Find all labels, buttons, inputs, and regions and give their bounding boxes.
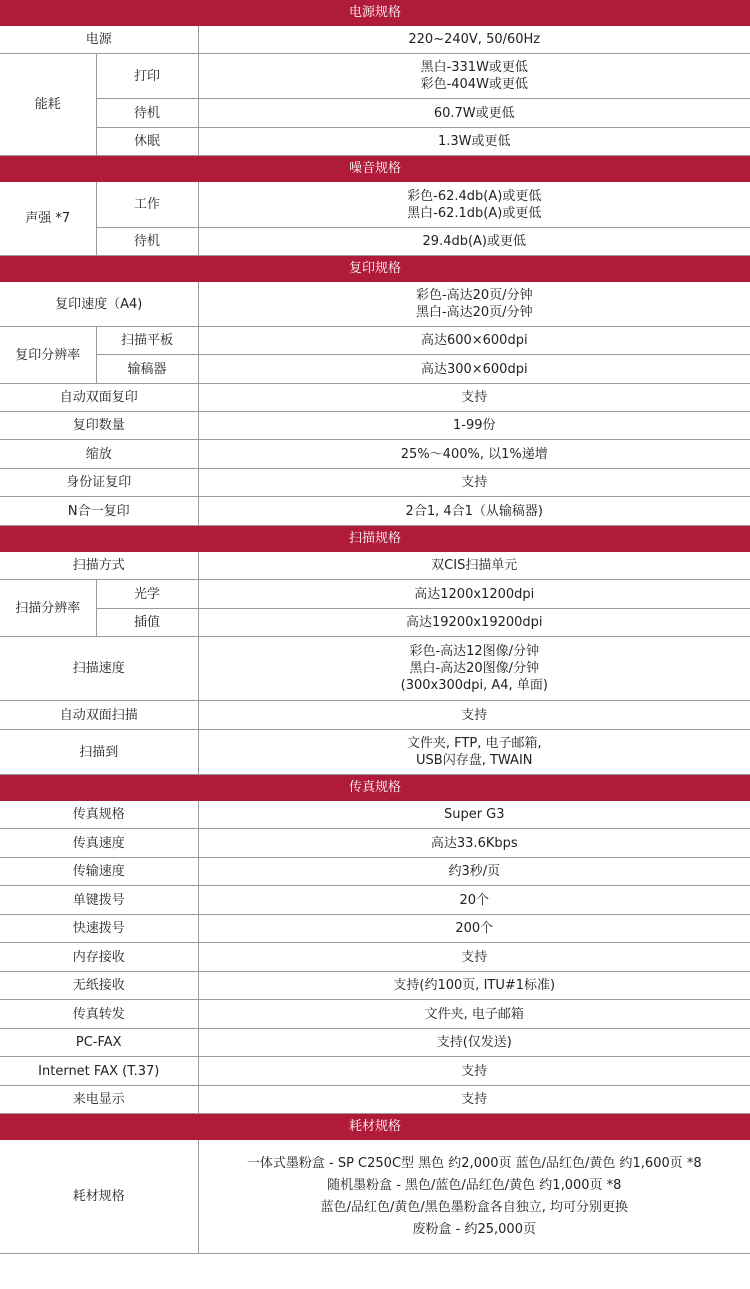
- row-label-zoom: 缩放: [0, 440, 198, 469]
- row-label-scan-duplex: 自动双面扫描: [0, 701, 198, 730]
- section-header-power: 电源规格: [0, 0, 750, 26]
- row-label-adf: 输稿器: [96, 355, 198, 384]
- fax-row-label: 无纸接收: [0, 972, 198, 1000]
- fax-row-label: 传输速度: [0, 858, 198, 886]
- fax-row-value: 支持(约100页, ITU#1标准): [198, 972, 750, 1000]
- row-value-scan-speed: [198, 637, 750, 701]
- row-value-optical: 高达1200x1200dpi: [198, 580, 750, 609]
- row-label-copy-quantity: 复印数量: [0, 412, 198, 440]
- row-value-scan-method: 双CIS扫描单元: [198, 552, 750, 580]
- row-value-copy-speed: [198, 282, 750, 327]
- row-value-print: [198, 54, 750, 99]
- fax-row-label: 来电显示: [0, 1086, 198, 1114]
- row-label-scan-speed: 扫描速度: [0, 637, 198, 701]
- scan-to-line: 文件夹, FTP, 电子邮箱,: [406, 736, 542, 751]
- row-label-consumption: 能耗: [0, 54, 96, 156]
- row-label-supplies: 耗材规格: [0, 1140, 198, 1254]
- row-value-nup: 2合1, 4合1（从输稿器): [198, 497, 750, 526]
- row-value-copy-quantity: 1-99份: [198, 412, 750, 440]
- work-value-line: 彩色-62.4db(A)或更低: [407, 188, 542, 204]
- fax-row-value: 支持(仅发送): [198, 1029, 750, 1057]
- fax-row-label: 快速拨号: [0, 915, 198, 943]
- fax-row-label: 单键拨号: [0, 886, 198, 915]
- fax-row-value: 文件夹, 电子邮箱: [198, 1000, 750, 1029]
- row-label-scan-to: 扫描到: [0, 730, 198, 775]
- fax-row-value: 支持: [198, 1057, 750, 1086]
- row-label-scan-method: 扫描方式: [0, 552, 198, 580]
- print-value-line: 黑白-331W或更低: [420, 60, 528, 75]
- row-value-copy-duplex: 支持: [198, 384, 750, 412]
- row-value-scan-to: [198, 730, 750, 775]
- row-label-flatbed: 扫描平板: [96, 327, 198, 355]
- fax-row-value: 高达33.6Kbps: [198, 829, 750, 858]
- row-label-noise-standby: 待机: [96, 228, 198, 256]
- scan-speed-line: (300x300dpi, A4, 单面): [400, 678, 548, 693]
- copy-speed-line: 彩色-高达20页/分钟: [415, 288, 533, 303]
- row-label-copy-duplex: 自动双面复印: [0, 384, 198, 412]
- fax-row-value: 20个: [198, 886, 750, 915]
- scan-to-line: USB闪存盘, TWAIN: [416, 753, 533, 768]
- row-value-power: 220~240V, 50/60Hz: [198, 26, 750, 54]
- row-label-work: 工作: [96, 182, 198, 228]
- section-header-scan: 扫描规格: [0, 526, 750, 552]
- row-label-nup: N合一复印: [0, 497, 198, 526]
- supplies-line: 随机墨粉盒 - 黑色/蓝色/品红色/黄色 约1,000页 *8: [327, 1177, 622, 1193]
- supplies-line: 一体式墨粉盒 - SP C250C型 黑色 约2,000页 蓝色/品红色/黄色 约1,600页 *8: [246, 1155, 702, 1171]
- fax-row-label: PC-FAX: [0, 1029, 198, 1057]
- row-label-id-copy: 身份证复印: [0, 469, 198, 497]
- supplies-line: 废粉盒 - 约25,000页: [412, 1221, 536, 1237]
- print-value-line: 彩色-404W或更低: [420, 77, 528, 92]
- row-label-interp: 插值: [96, 609, 198, 637]
- row-value-work: [198, 182, 750, 228]
- row-value-adf: 高达300×600dpi: [198, 355, 750, 384]
- row-value-supplies: [198, 1140, 750, 1254]
- scan-speed-line: 彩色-高达12图像/分钟: [409, 644, 540, 659]
- row-label-standby: 待机: [96, 99, 198, 128]
- fax-row-label: 传真速度: [0, 829, 198, 858]
- supplies-line: 蓝色/品红色/黄色/黑色墨粉盒各自独立, 均可分别更换: [320, 1199, 628, 1215]
- row-value-interp: 高达19200x19200dpi: [198, 609, 750, 637]
- fax-row-label: 传真规格: [0, 801, 198, 829]
- fax-row-value: 支持: [198, 1086, 750, 1114]
- row-label-sleep: 休眠: [96, 128, 198, 156]
- row-label-copy-speed: 复印速度（A4): [0, 282, 198, 327]
- row-label-print: 打印: [96, 54, 198, 99]
- row-value-id-copy: 支持: [198, 469, 750, 497]
- fax-row-value: 200个: [198, 915, 750, 943]
- fax-row-label: 传真转发: [0, 1000, 198, 1029]
- section-header-fax: 传真规格: [0, 775, 750, 801]
- row-label-scan-resolution: 扫描分辨率: [0, 580, 96, 637]
- row-label-copy-resolution: 复印分辨率: [0, 327, 96, 384]
- row-value-zoom: 25%～400%, 以1%递增: [198, 440, 750, 469]
- copy-speed-line: 黑白-高达20页/分钟: [415, 305, 533, 320]
- work-value-line: 黑白-62.1db(A)或更低: [407, 205, 542, 221]
- row-value-sleep: 1.3W或更低: [198, 128, 750, 156]
- row-value-flatbed: 高达600×600dpi: [198, 327, 750, 355]
- section-header-noise: 噪音规格: [0, 156, 750, 182]
- fax-row-label: Internet FAX (T.37): [0, 1057, 198, 1086]
- section-header-supplies: 耗材规格: [0, 1114, 750, 1140]
- row-label-optical: 光学: [96, 580, 198, 609]
- row-value-standby: 60.7W或更低: [198, 99, 750, 128]
- fax-row-value: 约3秒/页: [198, 858, 750, 886]
- row-label-power: 电源: [0, 26, 198, 54]
- row-value-scan-duplex: 支持: [198, 701, 750, 730]
- scan-speed-line: 黑白-高达20图像/分钟: [409, 661, 540, 676]
- row-value-noise-standby: 29.4db(A)或更低: [198, 228, 750, 256]
- section-header-copy: 复印规格: [0, 256, 750, 282]
- row-label-sound: 声强 *7: [0, 182, 96, 256]
- fax-row-value: 支持: [198, 943, 750, 972]
- fax-row-label: 内存接收: [0, 943, 198, 972]
- fax-row-value: Super G3: [198, 801, 750, 829]
